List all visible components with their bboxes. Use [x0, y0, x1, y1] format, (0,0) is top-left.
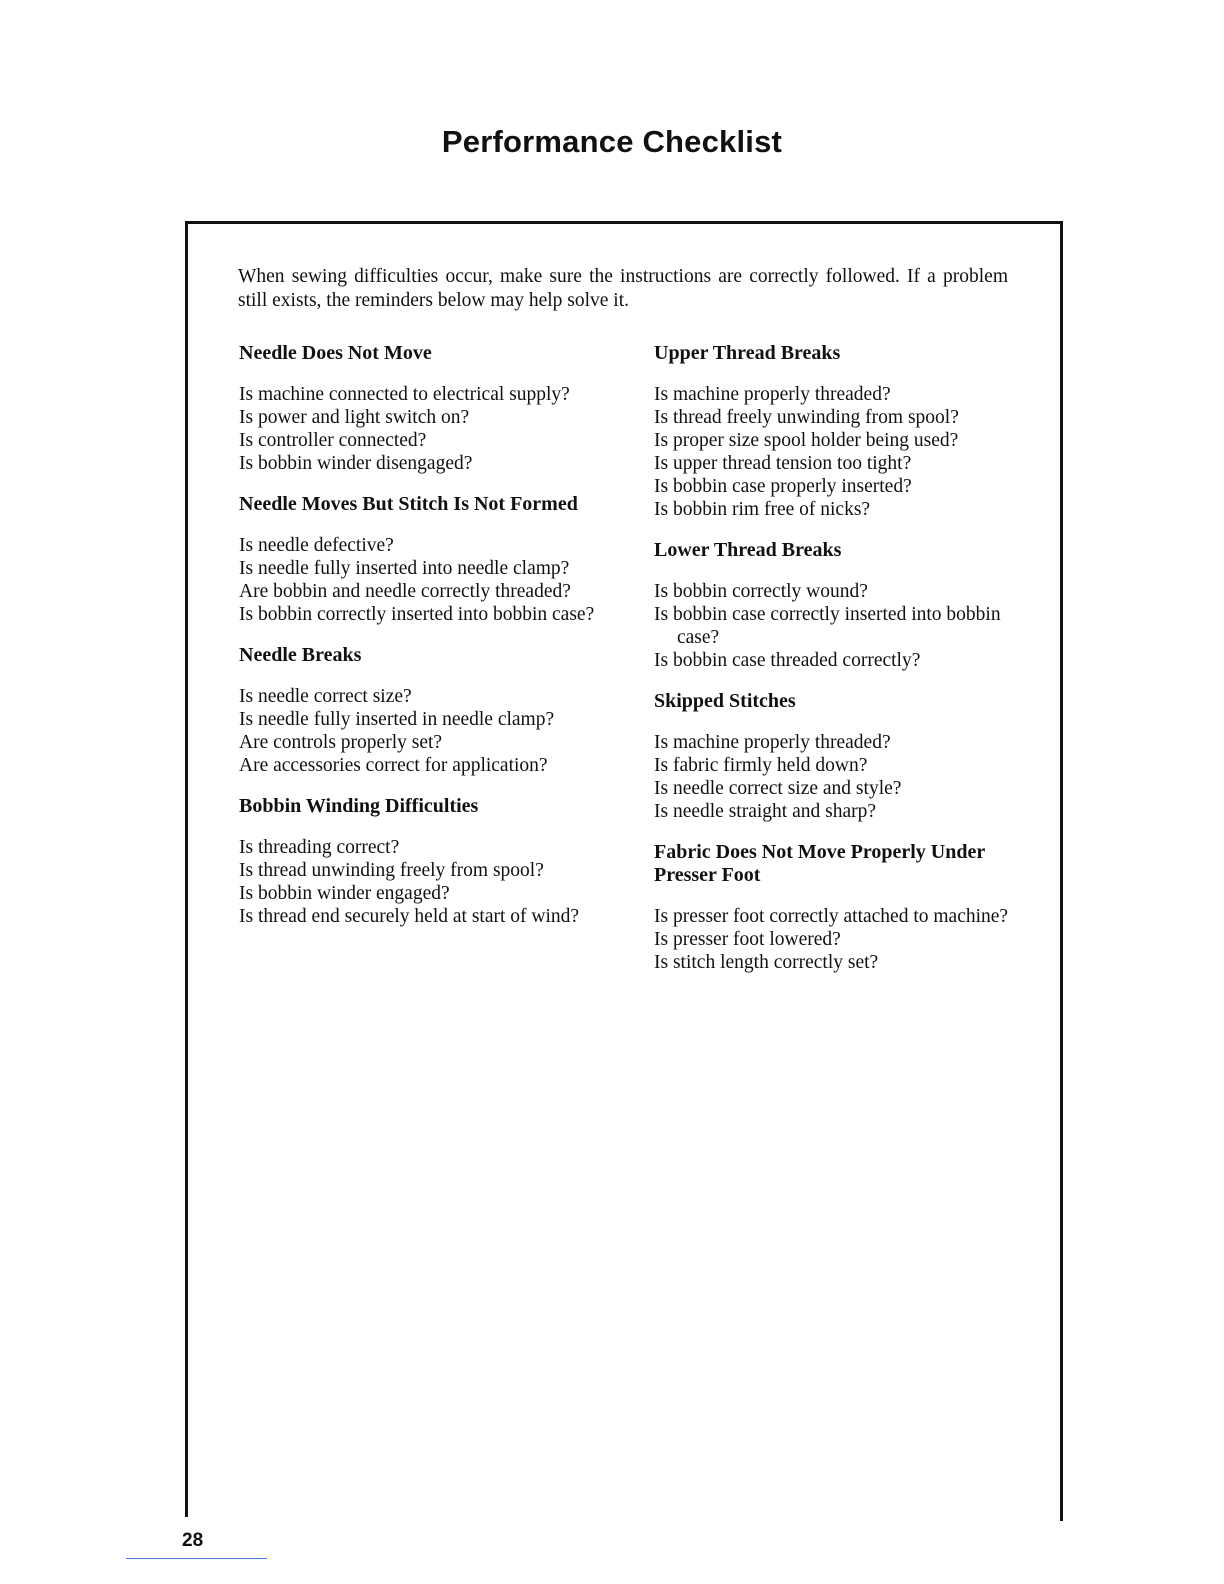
checklist-item: Is presser foot correctly attached to machine? — [654, 906, 1009, 927]
checklist-item: Is needle defective? — [239, 535, 394, 556]
checklist-item: Is needle fully inserted into needle clamp? — [239, 558, 570, 579]
checklist-item: Is bobbin winder disengaged? — [239, 453, 473, 474]
checklist-section — [239, 795, 619, 928]
checklist-item: Is needle correct size and style? — [654, 778, 902, 799]
section-title: Bobbin Winding Difficulties — [239, 795, 479, 817]
checklist-section — [654, 539, 1014, 672]
checklist-item: Is needle correct size? — [239, 686, 412, 707]
right-column — [654, 342, 1014, 992]
footer-rule — [126, 1558, 267, 1559]
section-title: Lower Thread Breaks — [654, 539, 842, 561]
checklist-items — [654, 580, 1014, 672]
checklist-item: Is fabric firmly held down? — [654, 755, 868, 776]
checklist-items — [654, 383, 1014, 521]
page-number: 28 — [182, 1530, 204, 1551]
checklist-section — [654, 342, 1014, 521]
checklist-items — [654, 731, 1014, 823]
checklist-section — [239, 493, 619, 626]
checklist-item: Are bobbin and needle correctly threaded? — [239, 581, 571, 602]
checklist-item: Is threading correct? — [239, 837, 400, 858]
frame-right-border — [1060, 221, 1063, 1521]
checklist-item: Is presser foot lowered? — [654, 929, 841, 950]
checklist-item: Is bobbin correctly wound? — [654, 581, 868, 602]
intro-paragraph: When sewing difficulties occur, make sure the instructions are correctly followed. If a problem still exists, the reminders below may help solve it. — [238, 266, 1008, 311]
section-title: Needle Moves But Stitch Is Not Formed — [239, 493, 578, 515]
left-column — [239, 342, 619, 946]
checklist-item: Is bobbin case correctly inserted into bobbin case? — [654, 604, 1001, 648]
section-title: Needle Does Not Move — [239, 342, 432, 364]
section-title: Fabric Does Not Move Properly Under Presser Foot — [654, 841, 985, 886]
checklist-items — [239, 836, 619, 928]
checklist-items — [239, 534, 619, 626]
checklist-section — [239, 342, 619, 475]
page-title: Performance Checklist — [441, 124, 783, 159]
checklist-item: Is machine connected to electrical supply? — [239, 384, 570, 405]
checklist-item: Is thread unwinding freely from spool? — [239, 860, 544, 881]
checklist-item: Is controller connected? — [239, 430, 427, 451]
frame-left-border — [185, 221, 188, 1517]
checklist-item: Is bobbin rim free of nicks? — [654, 499, 871, 520]
checklist-item: Is machine properly threaded? — [654, 384, 891, 405]
checklist-item: Is bobbin case threaded correctly? — [654, 650, 921, 671]
checklist-items — [239, 685, 619, 777]
checklist-items — [654, 905, 1014, 974]
section-title: Skipped Stitches — [654, 690, 796, 712]
checklist-section — [654, 841, 1014, 974]
checklist-item: Is bobbin case properly inserted? — [654, 476, 912, 497]
checklist-item: Is stitch length correctly set? — [654, 952, 879, 973]
checklist-item: Is thread freely unwinding from spool? — [654, 407, 959, 428]
checklist-item: Is needle fully inserted in needle clamp? — [239, 709, 555, 730]
checklist-item: Is upper thread tension too tight? — [654, 453, 912, 474]
section-title: Upper Thread Breaks — [654, 342, 841, 364]
frame-top-border — [185, 221, 1063, 224]
checklist-section — [239, 644, 619, 777]
checklist-item: Is power and light switch on? — [239, 407, 470, 428]
checklist-item: Are controls properly set? — [239, 732, 443, 753]
checklist-item: Is bobbin correctly inserted into bobbin case? — [239, 604, 595, 625]
checklist-item: Is machine properly threaded? — [654, 732, 891, 753]
checklist-item: Is proper size spool holder being used? — [654, 430, 959, 451]
checklist-item: Is bobbin winder engaged? — [239, 883, 450, 904]
section-title: Needle Breaks — [239, 644, 362, 666]
checklist-item: Is thread end securely held at start of wind? — [239, 906, 580, 927]
checklist-item: Is needle straight and sharp? — [654, 801, 877, 822]
checklist-item: Are accessories correct for application? — [239, 755, 548, 776]
checklist-section — [654, 690, 1014, 823]
checklist-items — [239, 383, 619, 475]
